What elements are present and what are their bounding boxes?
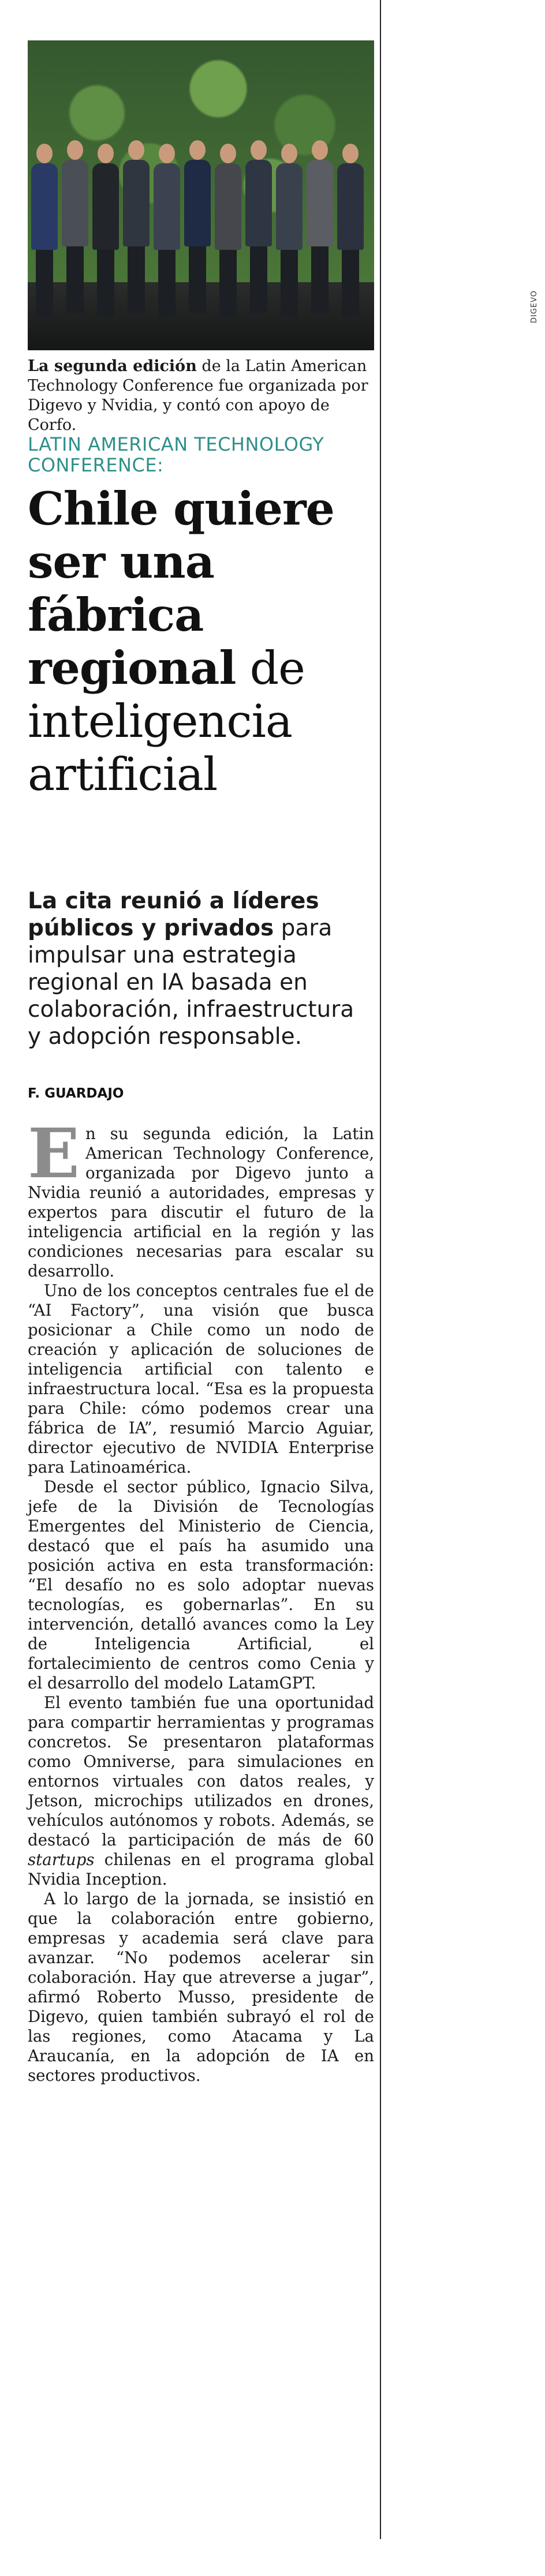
person-silhouette [31, 144, 58, 317]
headline-light: de inteligencia artificial [28, 642, 305, 801]
photo-credit: DIGEVO [530, 290, 539, 323]
column-rule [380, 0, 381, 2539]
paragraph-3: Desde el sector público, Ignacio Silva, jefe de la División de Tecnologías Emergentes del Ministerio de Ciencia, destacó que el país ha asumido una posición activa en esta transformación: “El desafío no es solo adoptar nuevas tecnologías, es gobernarlas”. En su intervención, detalló avances como la Ley de Inteligencia Artificial, el fortalecimiento de centros como Cenia y el desarrollo del modelo LatamGPT. [28, 1477, 374, 1693]
paragraph-1-text: n su segunda edición, la Latin American Technology Conference, organizada por Digevo junto a Nvidia reunió a autoridades, empresas y expertos para discutir el futuro de la inteligencia artificial en la región y las condiciones necesarias para escalar su desarrollo. [28, 1124, 374, 1280]
paragraph-4-italic: startups [28, 1850, 95, 1869]
byline: F. GUARDAJO [28, 1086, 124, 1101]
event-photo [28, 40, 374, 350]
paragraph-4-text-b: chilenas en el programa global Nvidia Inception. [28, 1850, 374, 1889]
person-silhouette [92, 144, 119, 317]
person-silhouette [154, 144, 180, 317]
paragraph-2: Uno de los conceptos centrales fue el de “AI Factory”, una visión que busca posicionar a Chile como un nodo de creación y aplicación de soluciones de inteligencia artificial con talento e infraestructura local. “Esa es la propuesta para Chile: cómo podemos crear una fábrica de IA”, resumió Marcio Aguiar, director ejecutivo de NVIDIA Enterprise para Latinoamérica. [28, 1281, 374, 1477]
person-silhouette [215, 144, 241, 317]
person-silhouette [62, 140, 88, 313]
person-silhouette [307, 140, 333, 313]
dek-text: para impulsar una estrategia regional en IA basada en colaboración, infraestructura y adopción responsable. [28, 915, 354, 1050]
person-silhouette [184, 140, 211, 313]
person-silhouette [276, 144, 303, 317]
kicker: LATIN AMERICAN TECHNOLOGY CONFERENCE: [28, 433, 324, 476]
paragraph-4 [28, 1693, 374, 1889]
person-silhouette [245, 140, 272, 313]
caption-text: de la Latin American Technology Conference fue organizada por Digevo y Nvidia, y contó con apoyo de Corfo. [28, 357, 368, 434]
paragraph-1 [28, 1113, 374, 1281]
article-body [28, 1113, 374, 2085]
person-silhouette [337, 144, 364, 317]
drop-cap: E [28, 1113, 80, 1193]
dek [28, 888, 374, 1050]
headline-bold: Chile quiere ser una fábrica regional [28, 482, 334, 695]
caption-bold: La segunda edición [28, 357, 197, 375]
dek-bold: La cita reunió a líderes públicos y privados [28, 888, 319, 941]
headline [28, 482, 374, 801]
person-silhouette [123, 140, 150, 313]
photo-caption [28, 357, 374, 435]
paragraph-5: A lo largo de la jornada, se insistió en que la colaboración entre gobierno, empresas y academia será clave para avanzar. “No podemos acelerar sin colaboración. Hay que atreverse a jugar”, afirmó Roberto Musso, presidente de Digevo, quien también subrayó el rol de las regiones, como Atacama y La Araucanía, en la adopción de IA en sectores productivos. [28, 1889, 374, 2085]
paragraph-4-text-a: El evento también fue una oportunidad para compartir herramientas y programas concretos. Se presentaron plataformas como Omniverse, para simulaciones en entornos virtuales con datos reales, y Jetson, microchips utilizados en drones, vehículos autónomos y robots. Además, se destacó la participación de más de 60 [28, 1693, 374, 1849]
